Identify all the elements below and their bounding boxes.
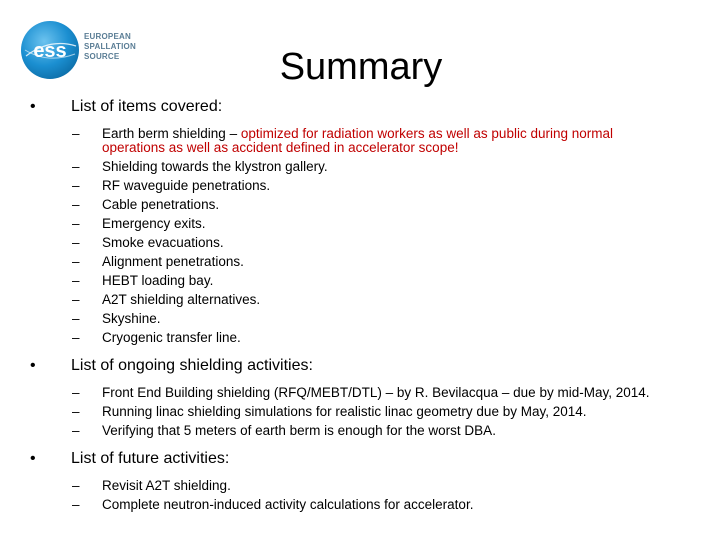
list-item-text: Shielding towards the klystron gallery. <box>102 159 328 174</box>
list-item-text: Skyshine. <box>102 311 161 326</box>
list-item-text: A2T shielding alternatives. <box>102 292 261 307</box>
list-item-text: Cable penetrations. <box>102 197 220 212</box>
list-item-text: Verifying that 5 meters of earth berm is enough for the worst DBA. <box>102 423 496 438</box>
list-item <box>28 476 708 495</box>
list-item <box>28 421 708 440</box>
dash-glyph: – <box>72 478 80 493</box>
list-item <box>28 124 708 157</box>
dash-glyph: – <box>72 385 80 400</box>
section-heading-text: List of items covered: <box>71 98 223 115</box>
list-item-text: RF waveguide penetrations. <box>102 178 271 193</box>
items-covered-list <box>28 124 708 347</box>
list-item-text: Complete neutron-induced activity calculations for accelerator. <box>102 497 474 512</box>
logo-line-2: SPALLATION <box>84 42 136 51</box>
future-activities-list <box>28 476 708 514</box>
dash-glyph: – <box>72 497 80 512</box>
section-heading-future-activities <box>28 449 708 469</box>
dash-glyph: – <box>72 126 80 141</box>
logo-line-3: SOURCE <box>84 52 120 61</box>
list-item-text: HEBT loading bay. <box>102 273 214 288</box>
dash-glyph: – <box>72 330 80 345</box>
list-item-text: Revisit A2T shielding. <box>102 478 231 493</box>
list-item <box>28 214 708 233</box>
bullet-glyph: • <box>30 450 36 467</box>
list-item <box>28 252 708 271</box>
list-item <box>28 383 708 402</box>
section-heading-text: List of future activities: <box>71 450 230 467</box>
section-heading-ongoing-activities <box>28 356 708 376</box>
list-item-text: Smoke evacuations. <box>102 235 224 250</box>
list-item-text: Running linac shielding simulations for realistic linac geometry due by May, 2014. <box>102 404 587 419</box>
section-heading-text: List of ongoing shielding activities: <box>71 357 313 374</box>
dash-glyph: – <box>72 292 80 307</box>
list-item-text: Cryogenic transfer line. <box>102 330 241 345</box>
dash-glyph: – <box>72 216 80 231</box>
dash-glyph: – <box>72 273 80 288</box>
ess-logo-mark: ess <box>33 40 67 62</box>
list-item <box>28 309 708 328</box>
bullet-glyph: • <box>30 357 36 374</box>
list-item-prefix: Earth berm shielding – <box>102 126 241 141</box>
section-heading-items-covered <box>28 97 708 117</box>
list-item <box>28 495 708 514</box>
list-item <box>28 233 708 252</box>
slide-content <box>28 97 708 514</box>
list-item <box>28 195 708 214</box>
dash-glyph: – <box>72 197 80 212</box>
list-item <box>28 157 708 176</box>
logo-line-1: EUROPEAN <box>84 32 131 41</box>
list-item <box>28 402 708 421</box>
dash-glyph: – <box>72 404 80 419</box>
dash-glyph: – <box>72 235 80 250</box>
list-item-highlight: optimized for radiation workers as well as public during normal <box>240 126 613 141</box>
list-item <box>28 328 708 347</box>
list-item <box>28 290 708 309</box>
list-item-text: Front End Building shielding (RFQ/MEBT/DTL) – by R. Bevilacqua – due by mid-May, 2014. <box>102 385 650 400</box>
list-item <box>28 271 708 290</box>
dash-glyph: – <box>72 423 80 438</box>
ongoing-activities-list <box>28 383 708 440</box>
dash-glyph: – <box>72 311 80 326</box>
bullet-glyph: • <box>30 98 36 115</box>
list-item-continuation: operations as well as accident defined in accelerator scope! <box>102 140 459 155</box>
dash-glyph: – <box>72 254 80 269</box>
dash-glyph: – <box>72 178 80 193</box>
list-item <box>28 176 708 195</box>
dash-glyph: – <box>72 159 80 174</box>
slide-title: Summary <box>279 46 443 88</box>
list-item-text: Alignment penetrations. <box>102 254 244 269</box>
list-item-text: Emergency exits. <box>102 216 206 231</box>
